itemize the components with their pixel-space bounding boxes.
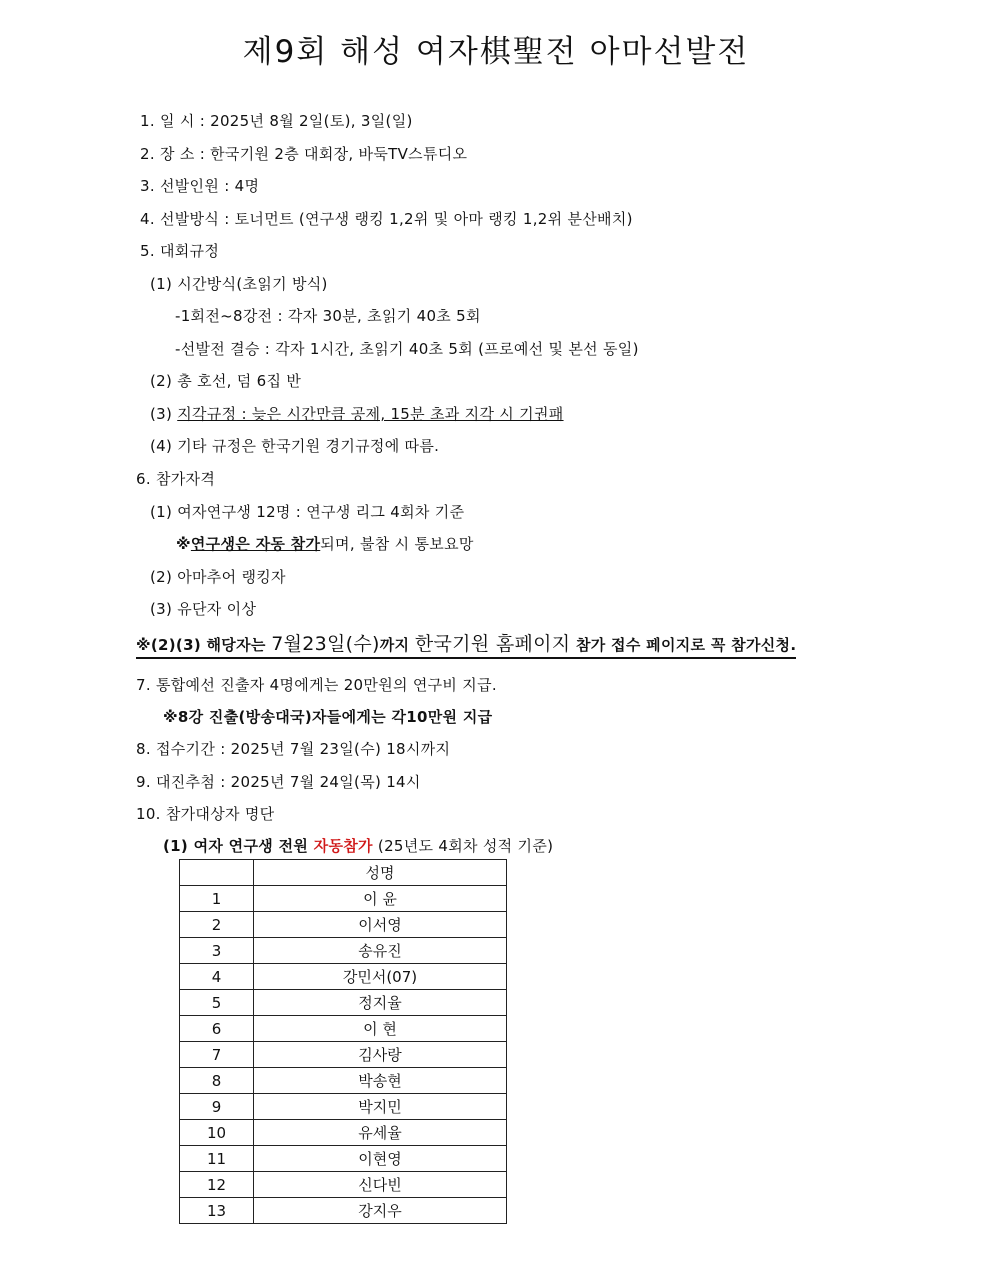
row-number: 12 — [180, 1172, 254, 1198]
row-number: 5 — [180, 990, 254, 1016]
row-number: 10 — [180, 1120, 254, 1146]
row-name: 유세율 — [254, 1120, 507, 1146]
rule-late-text: 지각규정 : 늦은 시간만큼 공제, 15분 초과 지각 시 기권패 — [177, 405, 564, 423]
header-name: 성명 — [254, 860, 507, 886]
subtitle-auto: 자동참가 — [313, 837, 373, 855]
row-name: 강지우 — [254, 1198, 507, 1224]
rule-etc: (4) 기타 규정은 한국기원 경기규정에 따름. — [150, 437, 440, 455]
page-title: 제9회 해성 여자棋聖전 아마선발전 — [242, 34, 750, 70]
item-method: 4. 선발방식 : 토너먼트 (연구생 랭킹 1,2위 및 아마 랭킹 1,2위 분산배치) — [140, 210, 633, 228]
item-qual: 6. 참가자격 — [136, 470, 216, 488]
table-row — [180, 1198, 507, 1224]
table-row — [180, 1068, 507, 1094]
item-rules: 5. 대회규정 — [140, 242, 220, 260]
item-prize: 7. 통합예선 진출자 4명에게는 20만원의 연구비 지급. — [136, 676, 497, 694]
header-number — [180, 860, 254, 886]
notice-e: 참가 접수 페이지로 꼭 참가신청. — [570, 636, 797, 654]
registration-notice — [136, 629, 796, 659]
table-row — [180, 1016, 507, 1042]
row-number: 11 — [180, 1146, 254, 1172]
item-place: 2. 장 소 : 한국기원 2층 대회장, 바둑TV스튜디오 — [140, 145, 468, 163]
table-row — [180, 1094, 507, 1120]
table-row — [180, 912, 507, 938]
table-row — [180, 1172, 507, 1198]
row-name: 박지민 — [254, 1094, 507, 1120]
item-deadline: 8. 접수기간 : 2025년 7월 23일(수) 18시까지 — [136, 740, 451, 758]
subtitle-c: (25년도 4회차 성적 기준) — [372, 837, 554, 855]
row-name: 송유진 — [254, 938, 507, 964]
item-date: 1. 일 시 : 2025년 8월 2일(토), 3일(일) — [140, 112, 413, 130]
table-row — [180, 886, 507, 912]
qual-3: (3) 유단자 이상 — [150, 600, 257, 618]
row-name: 이 윤 — [254, 886, 507, 912]
item-count: 3. 선발인원 : 4명 — [140, 177, 260, 195]
table-row — [180, 938, 507, 964]
row-number: 4 — [180, 964, 254, 990]
row-name: 이 현 — [254, 1016, 507, 1042]
row-name: 신다빈 — [254, 1172, 507, 1198]
rule-komi: (2) 총 호선, 덤 6집 반 — [150, 372, 302, 390]
notice-a: ※(2)(3) 해당자는 — [136, 636, 272, 654]
notice-homepage: 한국기원 홈페이지 — [414, 633, 571, 655]
qual-2: (2) 아마추어 랭킹자 — [150, 568, 286, 586]
rule-time-2: -선발전 결승 : 각자 1시간, 초읽기 40초 5회 (프로예선 및 본선 동일) — [175, 340, 639, 358]
row-name: 이현영 — [254, 1146, 507, 1172]
qual-1: (1) 여자연구생 12명 : 연구생 리그 4회차 기준 — [150, 503, 465, 521]
row-number: 1 — [180, 886, 254, 912]
rule-time-method: (1) 시간방식(초읽기 방식) — [150, 275, 328, 293]
table-row — [180, 964, 507, 990]
row-number: 6 — [180, 1016, 254, 1042]
subtitle-a: (1) 여자 연구생 전원 — [163, 837, 314, 855]
rule-time-1: -1회전~8강전 : 각자 30분, 초읽기 40초 5회 — [175, 307, 481, 325]
row-name: 이서영 — [254, 912, 507, 938]
table-row — [180, 1042, 507, 1068]
row-number: 2 — [180, 912, 254, 938]
table-header-row — [180, 860, 507, 886]
qual-note — [176, 533, 474, 554]
prize-note: ※8강 진출(방송대국)자들에게는 각10만원 지급 — [163, 708, 493, 726]
row-number: 7 — [180, 1042, 254, 1068]
item-draw: 9. 대진추첨 : 2025년 7월 24일(목) 14시 — [136, 773, 421, 791]
roster-table — [179, 859, 507, 1224]
row-name: 박송현 — [254, 1068, 507, 1094]
item-list: 10. 참가대상자 명단 — [136, 805, 275, 823]
row-number: 8 — [180, 1068, 254, 1094]
table-row — [180, 990, 507, 1016]
row-number: 9 — [180, 1094, 254, 1120]
row-number: 3 — [180, 938, 254, 964]
notice-date: 7월23일(수) — [271, 633, 380, 655]
qual-note-rest: 되며, 불참 시 통보요망 — [320, 535, 474, 553]
row-number: 13 — [180, 1198, 254, 1224]
qual-note-mark: ※ — [176, 535, 191, 553]
rule-late-prefix: (3) — [150, 405, 178, 423]
qual-note-bold: 연구생은 자동 참가 — [190, 535, 321, 553]
table-row — [180, 1120, 507, 1146]
list-subtitle — [163, 835, 553, 856]
notice-c: 까지 — [379, 636, 415, 654]
row-name: 김사랑 — [254, 1042, 507, 1068]
table-row — [180, 1146, 507, 1172]
row-name: 강민서(07) — [254, 964, 507, 990]
rule-late — [150, 403, 564, 424]
row-name: 정지율 — [254, 990, 507, 1016]
